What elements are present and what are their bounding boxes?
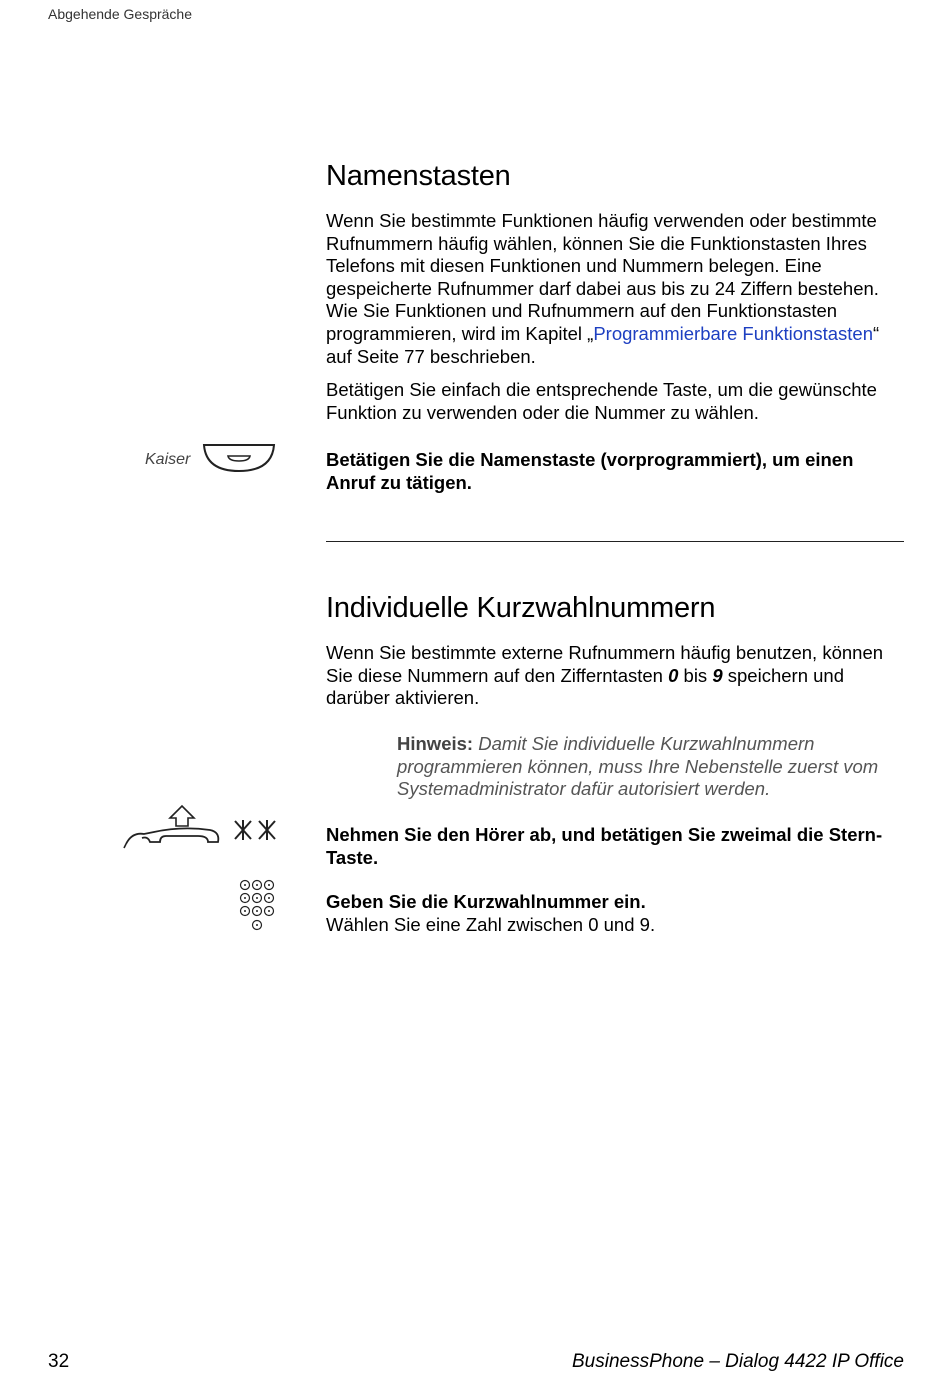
note-text: Damit Sie individuelle Kurzwahlnummern programmieren können, muss Ihre Nebenstelle zuerst vom Systemadministrator dafür autorisiert werden. xyxy=(397,733,879,800)
section1-step: Betätigen Sie die Namenstaste (vorprogrammiert), um einen Anruf zu tätigen. xyxy=(326,449,854,493)
page-number: 32 xyxy=(48,1351,70,1372)
function-key-icon xyxy=(202,443,276,473)
section2-step-2-text: Wählen Sie eine Zahl zwischen 0 und 9. xyxy=(326,913,656,935)
section-title-kurzwahl: Individuelle Kurzwahlnummern xyxy=(326,592,716,624)
section2-step-2 xyxy=(326,891,904,936)
handset-offhook-icon xyxy=(122,802,278,850)
section1-paragraph-2: Betätigen Sie einfach die entsprechende Taste, um die gewünschte Funktion zu verwenden oder die Nummer zu wählen. xyxy=(326,379,877,423)
section2-step-2-title: Geben Sie die Kurzwahlnummer ein. xyxy=(326,891,646,912)
footer-title: BusinessPhone – Dialog 4422 IP Office xyxy=(572,1351,904,1372)
note-label: Hinweis: xyxy=(397,733,474,754)
link-programmierbare-funktionstasten[interactable]: Programmierbare Funktionstasten xyxy=(593,322,873,344)
section1-paragraph-1: Wenn Sie bestimmte Funktionen häufig verwenden oder bestimmte Rufnummern häufig wählen, können Sie die Funktionstasten Ihres Telefons mit diesen Funktionen und Nummern belegen. Eine gespeicherte Rufnummer darf dabei aus bis zu 24 Ziffern bestehen. Wie Sie Funktionen und Rufnummern auf den Funktionstasten programmieren, wird im Kapitel „Programmierbare Funktionstasten“ auf Seite 77 beschrieben. xyxy=(326,210,880,367)
note-box xyxy=(397,733,907,801)
section1-intro xyxy=(326,210,904,424)
section-divider xyxy=(326,541,904,542)
section2-intro xyxy=(326,642,904,710)
digit-key-9: 9 xyxy=(712,664,723,686)
digit-key-0: 0 xyxy=(668,664,679,686)
section-title-namenstasten: Namenstasten xyxy=(326,160,511,192)
section2-paragraph: Wenn Sie bestimmte externe Rufnummern häufig benutzen, können Sie diese Nummern auf den Zifferntasten 0 bis 9 speichern und darüber aktivieren. xyxy=(326,642,884,709)
keypad-icon xyxy=(238,878,278,934)
name-key-label: Kaiser xyxy=(145,451,191,468)
running-header: Abgehende Gespräche xyxy=(48,6,192,22)
section2-step-1: Nehmen Sie den Hörer ab, und betätigen Sie zweimal die Stern-Taste. xyxy=(326,824,883,868)
